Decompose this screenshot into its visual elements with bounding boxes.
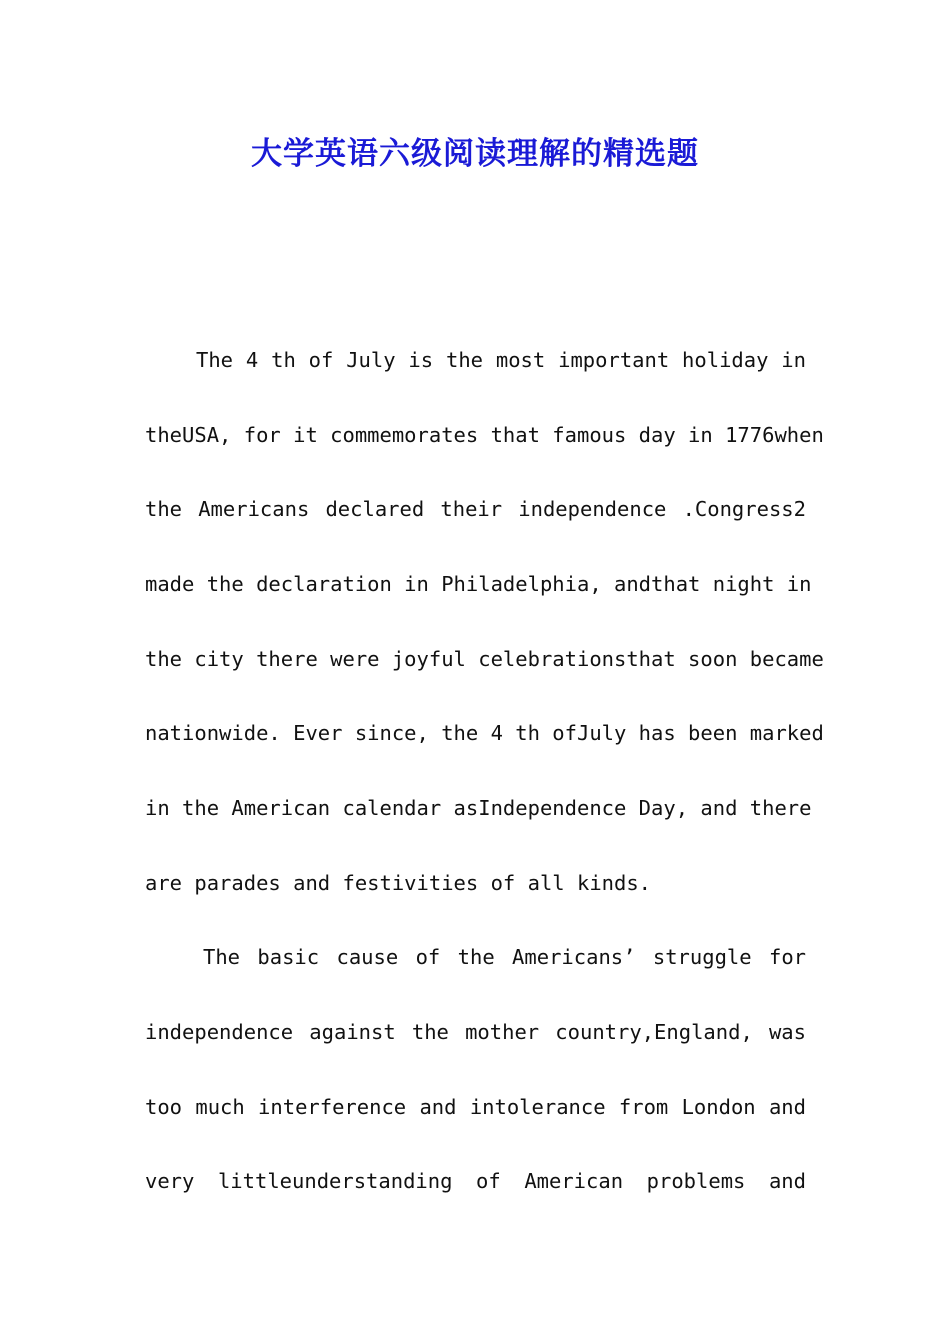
text-line: too much interference and intolerance from London and	[145, 1095, 806, 1119]
text-line: in the American calendar asIndependence Day, and there	[145, 796, 812, 820]
text-line: nationwide. Ever since, the 4 th ofJuly has been marked	[145, 721, 824, 745]
text-line: The basic cause of the Americans’ struggle for	[203, 945, 806, 969]
text-line: The 4 th of July is the most important holiday in	[196, 348, 806, 372]
text-line: independence against the mother country,England, was	[145, 1020, 806, 1044]
document-title: 大学英语六级阅读理解的精选题	[251, 136, 699, 172]
text-line: very littleunderstanding of American problems and	[145, 1169, 806, 1193]
text-line: theUSA, for it commemorates that famous day in 1776when	[145, 423, 824, 447]
text-line: made the declaration in Philadelphia, andthat night in	[145, 572, 812, 596]
text-line: are parades and festivities of all kinds.	[145, 871, 652, 895]
text-line: the Americans declared their independence .Congress2	[145, 497, 806, 521]
text-line: the city there were joyful celebrationsthat soon became	[145, 647, 824, 671]
